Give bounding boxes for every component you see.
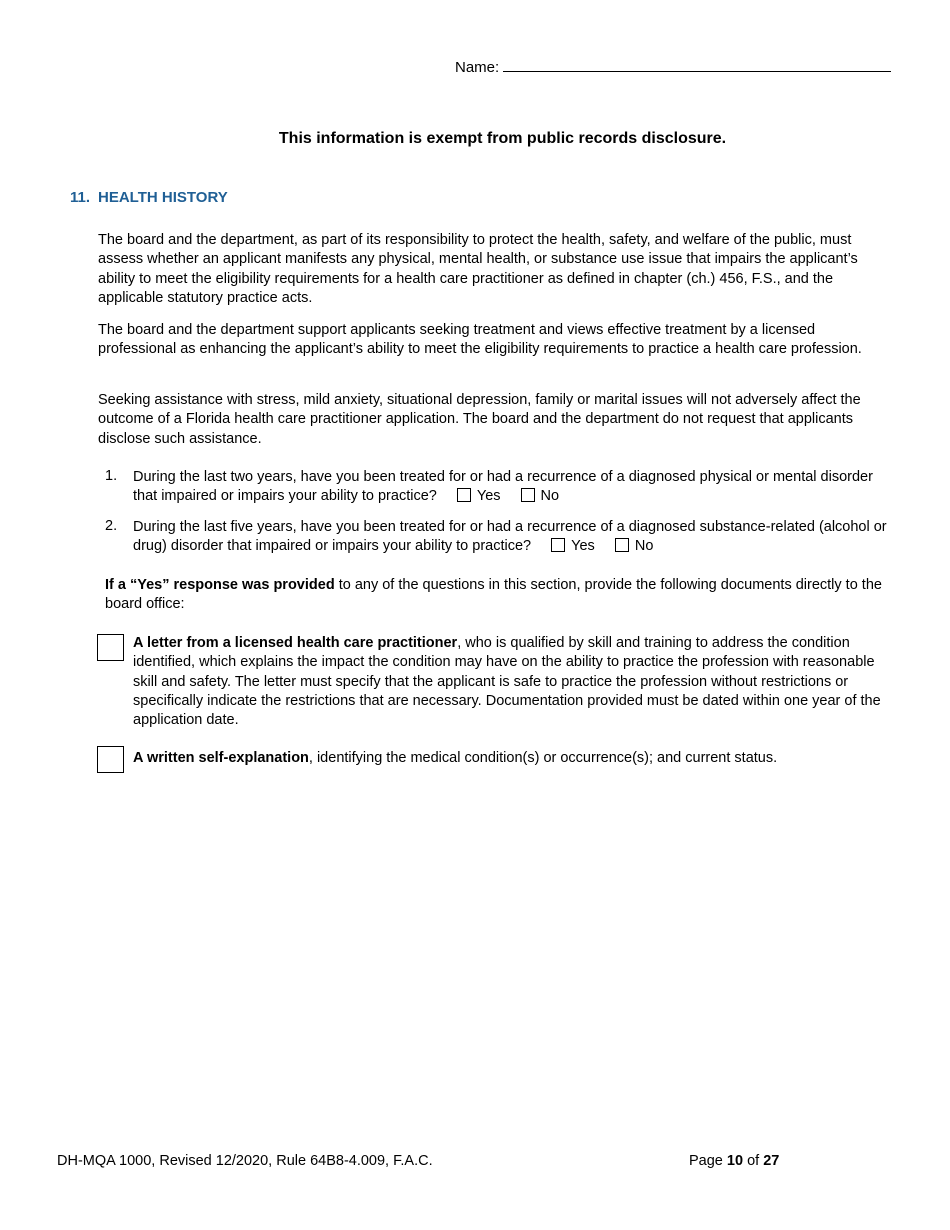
footer-form-id: DH-MQA 1000, Revised 12/2020, Rule 64B8-4.009, F.A.C. [57, 1153, 433, 1169]
section-number: 11. [70, 189, 91, 206]
document-self-explanation [133, 749, 895, 768]
question-number: 1. [105, 468, 118, 484]
page-of: of [747, 1153, 760, 1169]
self-explanation-checkbox[interactable] [97, 746, 124, 773]
q2-yes-option[interactable] [551, 538, 595, 554]
question-2 [133, 518, 893, 557]
question-1 [133, 468, 893, 507]
question-text: During the last two years, have you been treated for or had a recurrence of a diagnosed physical or mental disorder that impaired or impairs your ability to practice? [133, 469, 873, 505]
no-label: No [540, 488, 560, 505]
if-yes-instructions [105, 576, 895, 615]
exempt-notice: This information is exempt from public records disclosure. [278, 130, 727, 147]
name-input-line[interactable] [503, 55, 891, 72]
paragraph-treatment: The board and the department support applicants seeking treatment and views effective treatment by a licensed professional as enhancing the applicant’s ability to meet the eligibility requirements to practice a health care profession. [98, 322, 862, 358]
page-word: Page [689, 1153, 723, 1169]
footer-page-number [689, 1153, 779, 1169]
q2-no-option[interactable] [615, 538, 654, 554]
yes-label: Yes [571, 538, 595, 555]
letter-checkbox[interactable] [97, 634, 124, 661]
page-total: 27 [763, 1153, 780, 1169]
document-letter-desc: , who is qualified by skill and training to address the condition identified, which explains the impact the condition may have on the ability to practice the profession with reasonable skill and safety. The letter must specify that the applicant is safe to practice the profession without restrictions or specifically indicate the restrictions that are necessary. Documentation provided must be dated within one year of the application date. [133, 635, 881, 729]
name-field [455, 55, 891, 76]
section-title: HEALTH HISTORY [98, 189, 228, 206]
paragraph-responsibility: The board and the department, as part of its responsibility to protect the health, safety, and welfare of the public, must assess whether an applicant manifests any physical, mental health, or substance use issue that impairs the applicant’s ability to meet the eligibility requirements for a health care practitioner as defined in chapter (ch.) 456, F.S., and the applicable statutory practice acts. [98, 232, 858, 306]
yes-label: Yes [476, 488, 501, 505]
document-letter [133, 634, 895, 730]
paragraph-assistance: Seeking assistance with stress, mild anxiety, situational depression, family or marital issues will not adversely affect the outcome of a Florida health care practitioner application. The board and the department do not request that applicants disclose such assistance. [98, 392, 861, 447]
q2-yes-checkbox[interactable] [551, 538, 565, 552]
question-text: During the last five years, have you been treated for or had a recurrence of a diagnosed substance-related (alcohol or drug) disorder that impaired or impairs your ability to practice? [133, 519, 887, 555]
document-letter-title: A letter from a licensed health care practitioner [133, 635, 458, 651]
if-yes-bold: If a “Yes” response was provided [105, 577, 335, 593]
no-label: No [634, 538, 654, 555]
question-number: 2. [105, 518, 118, 534]
q1-yes-option[interactable] [457, 488, 501, 504]
name-label: Name: [455, 59, 500, 76]
q1-no-checkbox[interactable] [521, 488, 535, 502]
if-yes-rest: to any of the questions in this section, provide the following documents directly to the board office: [105, 577, 882, 613]
q1-no-option[interactable] [521, 488, 560, 504]
document-self-explanation-title: A written self-explanation [133, 750, 309, 766]
document-self-explanation-desc: , identifying the medical condition(s) or occurrence(s); and current status. [308, 750, 778, 766]
q1-yes-checkbox[interactable] [457, 488, 471, 502]
q2-no-checkbox[interactable] [615, 538, 629, 552]
page-current: 10 [726, 1153, 744, 1169]
